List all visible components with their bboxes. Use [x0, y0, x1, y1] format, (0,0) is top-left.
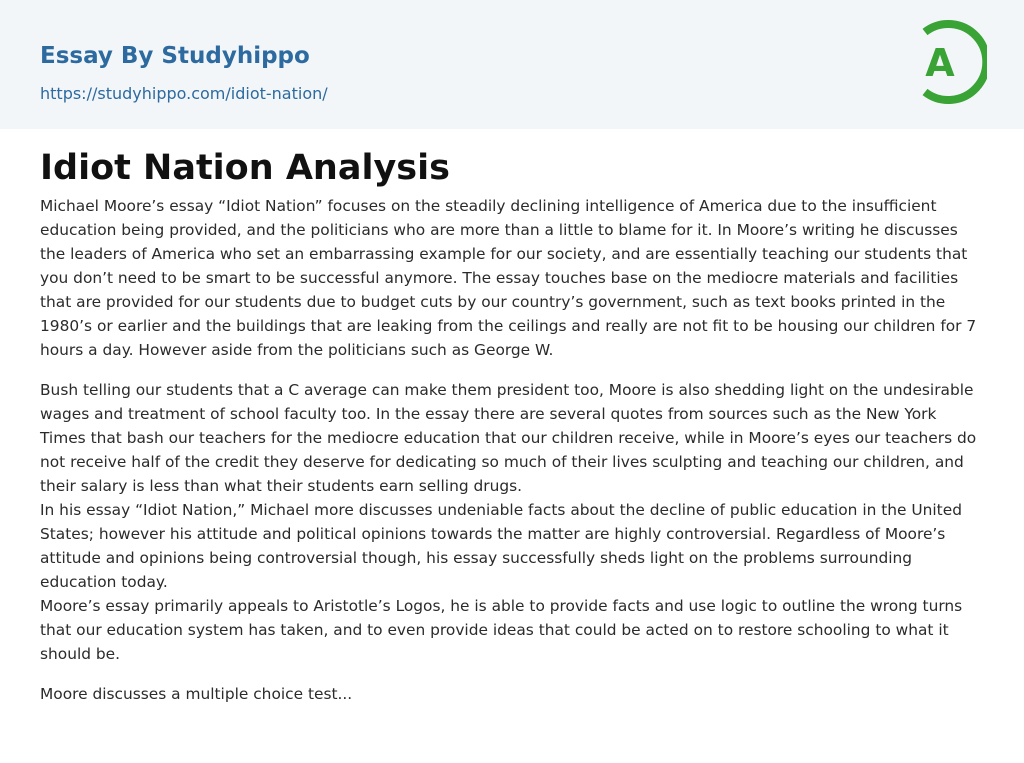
article — [40, 146, 984, 706]
logo-letter: A — [925, 41, 955, 85]
studyhippo-logo-icon[interactable] — [911, 18, 987, 106]
article-paragraph: In his essay “Idiot Nation,” Michael more discusses undeniable facts about the decline of public education in the United States; however his attitude and political opinions towards the matter are highly controversial. Regardless of Moore’s attitude and opinions being controversial though, his essay successfully sheds light on the problems surrounding education today. — [40, 501, 962, 591]
essay-url-link[interactable]: https://studyhippo.com/idiot-nation/ — [40, 84, 328, 103]
article-paragraph: Michael Moore’s essay “Idiot Nation” focuses on the steadily declining intelligence of America due to the insufficient education being provided, and the politicians who are more than a little to blame for it. In Moore’s writing he discusses the leaders of America who set an embarrassing example for our society, and are essentially teaching our students that you don’t need to be smart to be successful anymore. The essay touches base on the mediocre materials and facilities that are provided for our students due to budget cuts by our country’s government, such as text books printed in the 1980’s or earlier and the buildings that are leaking from the ceilings and really are not fit to be housing our children for 7 hours a day. However aside from the politicians such as George W. — [40, 197, 977, 359]
site-brand[interactable]: Essay By Studyhippo — [40, 43, 310, 69]
article-title: Idiot Nation Analysis — [40, 148, 450, 188]
article-paragraph: Moore’s essay primarily appeals to Aristotle’s Logos, he is able to provide facts and use logic to outline the wrong turns that our education system has taken, and to even provide ideas that could be acted on to restore schooling to what it should be. — [40, 597, 963, 663]
article-paragraph-excerpt-end: Moore discusses a multiple choice test... — [40, 685, 353, 703]
article-paragraph: Bush telling our students that a C average can make them president too, Moore is also shedding light on the undesirable wages and treatment of school faculty too. In the essay there are several quotes from sources such as the New York Times that bash our teachers for the mediocre education that our children receive, while in Moore’s eyes our teachers do not receive half of the credit they deserve for dedicating so much of their lives sculpting and teaching our children, and their salary is less than what their students earn selling drugs. — [40, 381, 977, 495]
site-header — [0, 0, 1024, 129]
